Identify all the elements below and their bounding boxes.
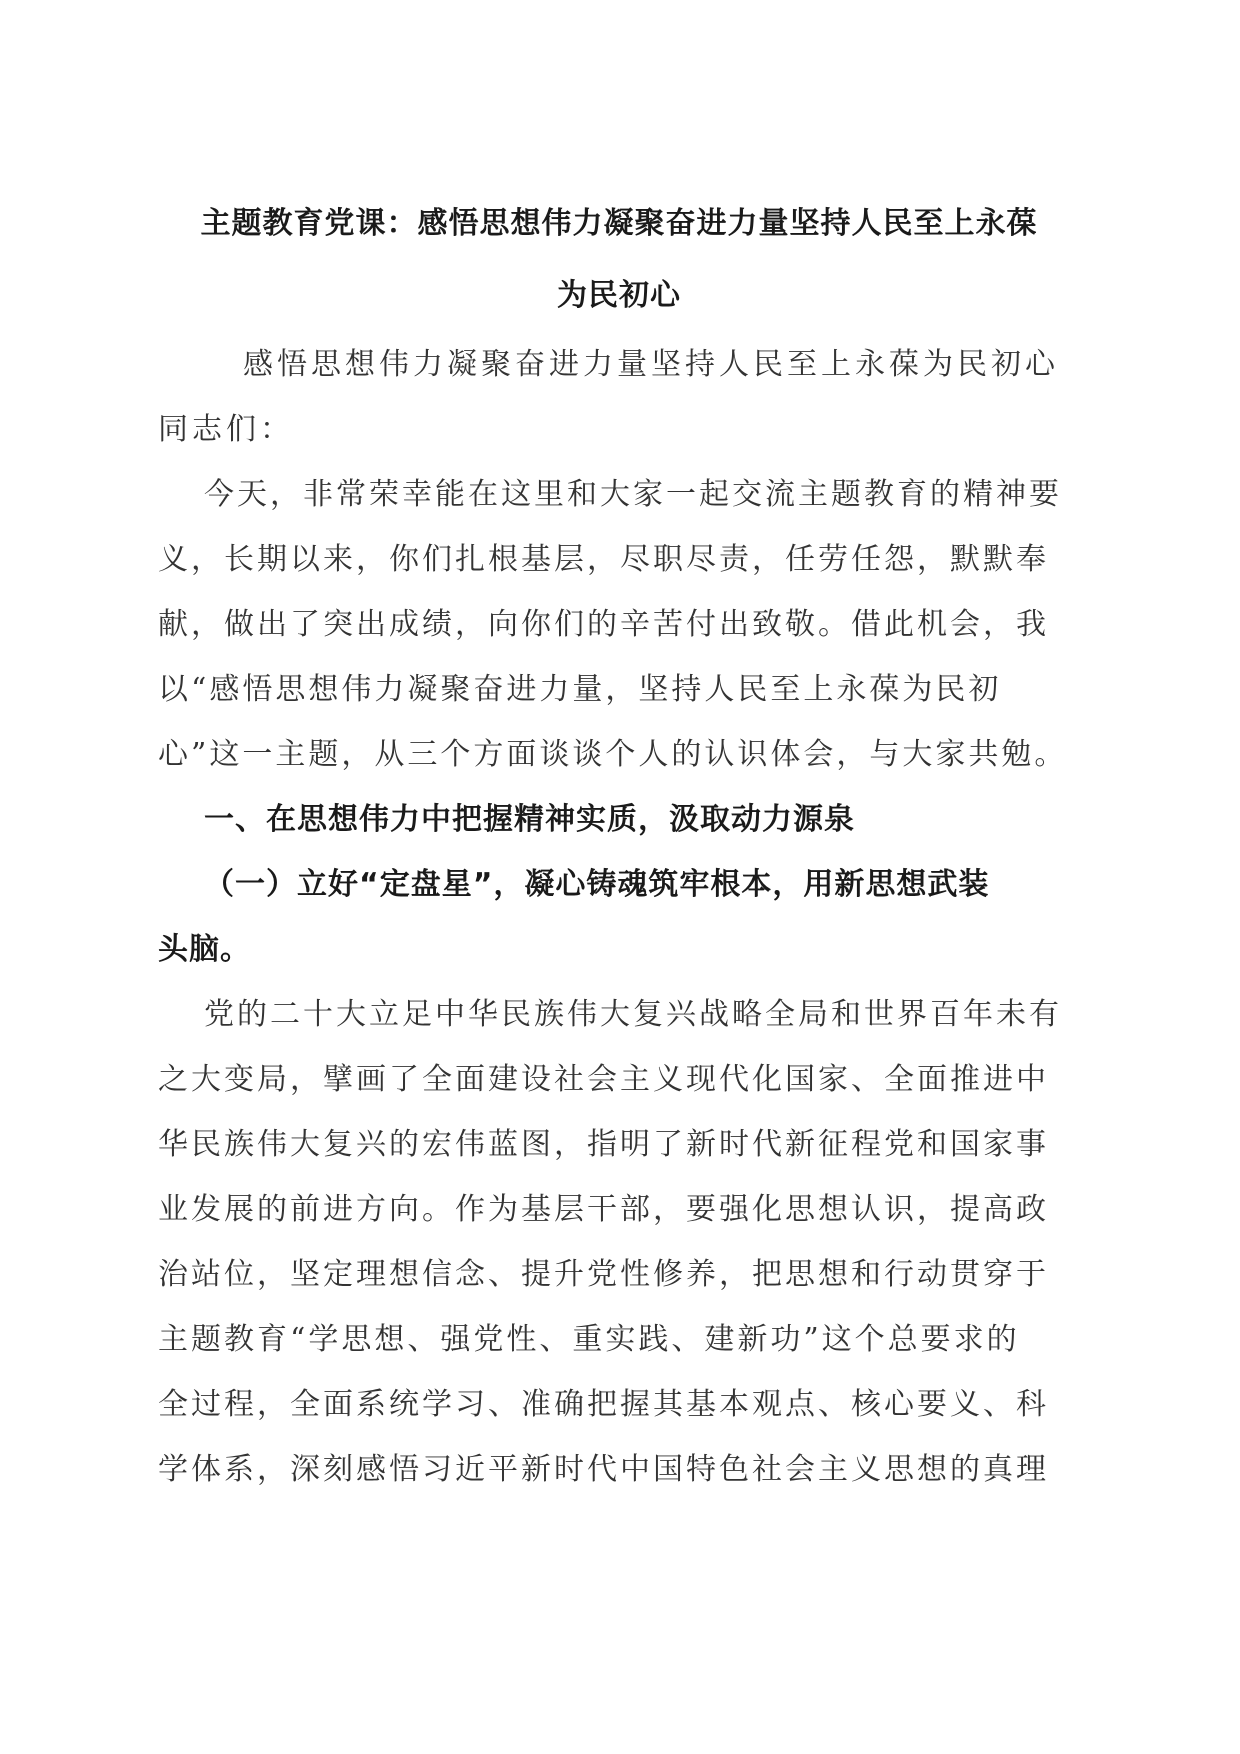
body-line-8: 学体系，深刻感悟习近平新时代中国特色社会主义思想的真理: [158, 1452, 1049, 1487]
intro-line-3: 献，做出了突出成绩，向你们的辛苦付出致敬。借此机会，我: [158, 607, 1049, 642]
body-line-2: 之大变局，擘画了全面建设社会主义现代化国家、全面推进中: [158, 1062, 1049, 1097]
salutation: 同志们：: [158, 412, 294, 447]
intro-line-2: 义，长期以来，你们扎根基层，尽职尽责，任劳任怨，默默奉: [158, 542, 1049, 577]
intro-line-5: 心”这一主题，从三个方面谈谈个人的认识体会，与大家共勉。: [158, 737, 1068, 772]
body-line-1: 党的二十大立足中华民族伟大复兴战略全局和世界百年未有: [204, 997, 1062, 1032]
subsection-heading-1: [158, 852, 1080, 982]
body-line-5: 治站位，坚定理想信念、提升党性修养，把思想和行动贯穿于: [158, 1257, 1049, 1292]
body-line-6: 主题教育“学思想、强党性、重实践、建新功”这个总要求的: [158, 1322, 1020, 1357]
document-content: [158, 188, 1080, 1502]
body-line-7: 全过程，全面系统学习、准确把握其基本观点、核心要义、科: [158, 1387, 1049, 1422]
intro-paragraph: [158, 462, 1080, 787]
body-paragraph: [158, 982, 1080, 1502]
subsection-line-2: 头脑。: [158, 932, 251, 967]
body-line-3: 华民族伟大复兴的宏伟蓝图，指明了新时代新征程党和国家事: [158, 1127, 1049, 1162]
intro-line-1: 今天，非常荣幸能在这里和大家一起交流主题教育的精神要: [204, 477, 1062, 512]
subsection-line-1: （一）立好“定盘星”，凝心铸魂筑牢根本，用新思想武装: [204, 867, 990, 902]
document-subtitle: 感悟思想伟力凝聚奋进力量坚持人民至上永葆为民初心: [243, 347, 1059, 382]
intro-line-4: 以“感悟思想伟力凝聚奋进力量，坚持人民至上永葆为民初: [158, 672, 1002, 707]
body-line-4: 业发展的前进方向。作为基层干部，要强化思想认识，提高政: [158, 1192, 1049, 1227]
title-line-1: 主题教育党课：感悟思想伟力凝聚奋进力量坚持人民至上永葆: [200, 206, 1038, 241]
title-line-2: 为民初心: [557, 278, 681, 313]
section-heading-1: 一、在思想伟力中把握精神实质，汲取动力源泉: [204, 802, 855, 837]
document-title: [158, 188, 1080, 332]
